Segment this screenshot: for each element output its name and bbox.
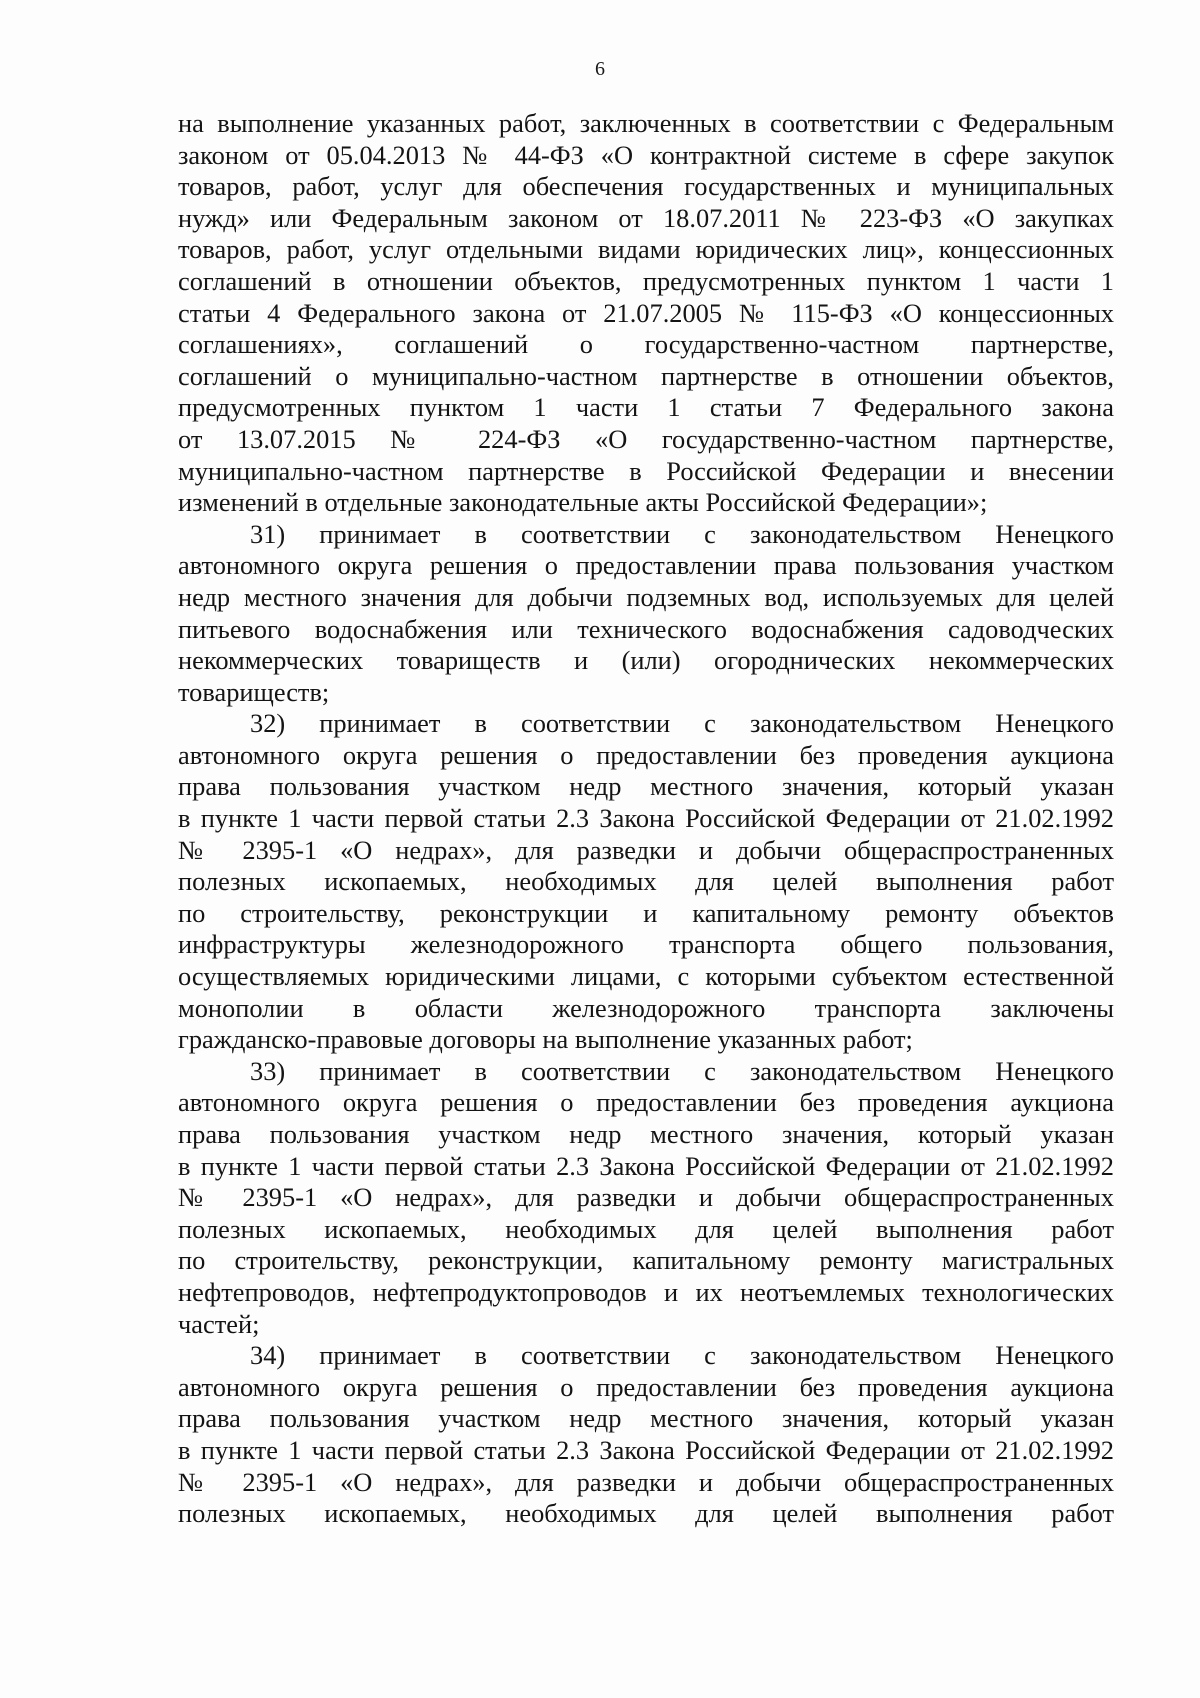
text-line: права пользования участком недр местного значения, который указан	[178, 1119, 1114, 1149]
text-line: 32) принимает в соответствии с законодательством Ненецкого	[250, 708, 1114, 739]
text-line: изменений в отдельные законодательные акты Российской Федерации»;	[178, 487, 988, 518]
text-line: предусмотренных пунктом 1 части 1 статьи 7 Федерального закона	[178, 392, 1114, 423]
text-line: осуществляемых юридическими лицами, с которыми субъектом естественной	[178, 961, 1114, 992]
text-line: по строительству, реконструкции, капитальному ремонту магистральных	[178, 1245, 1114, 1276]
text-line: полезных ископаемых, необходимых для целей выполнения работ	[178, 866, 1114, 897]
text-line: от 13.07.2015 № 224-ФЗ «О государственно-частном партнерстве,	[178, 423, 1114, 454]
text-line: на выполнение указанных работ, заключенных в соответствии с Федеральным	[178, 108, 1114, 138]
text-line: недр местного значения для добычи подземных вод, используемых для целей	[178, 581, 1114, 612]
text-line: права пользования участком недр местного значения, который указан	[178, 771, 1114, 802]
text-line: полезных ископаемых, необходимых для целей выполнения работ	[178, 1498, 1114, 1529]
text-line: автономного округа решения о предоставлении без проведения аукциона	[178, 1371, 1114, 1402]
text-line: № 2395-1 «О недрах», для разведки и добычи общераспространенных	[178, 1466, 1114, 1497]
paragraph-continuation	[178, 108, 1114, 519]
paragraph-item-31	[178, 519, 1114, 709]
paragraph-item-33	[178, 1056, 1114, 1340]
text-line: № 2395-1 «О недрах», для разведки и добычи общераспространенных	[178, 834, 1114, 865]
text-line: автономного округа решения о предоставлении права пользования участком	[178, 550, 1114, 581]
text-line: законом от 05.04.2013 № 44-ФЗ «О контрактной системе в сфере закупок	[178, 139, 1114, 170]
text-line: в пункте 1 части первой статьи 2.3 Закона Российской Федерации от 21.02.1992	[178, 1434, 1114, 1465]
text-line: 31) принимает в соответствии с законодательством Ненецкого	[250, 518, 1114, 549]
text-line: нефтепроводов, нефтепродуктопроводов и их неотъемлемых технологических	[178, 1276, 1114, 1307]
text-line: некоммерческих товариществ и (или) огороднических некоммерческих	[178, 645, 1114, 676]
text-line: нужд» или Федеральным законом от 18.07.2011 № 223-ФЗ «О закупках	[178, 202, 1114, 233]
text-line: товаров, работ, услуг для обеспечения государственных и муниципальных	[178, 171, 1114, 202]
text-line: соглашениях», соглашений о государственно-частном партнерстве,	[178, 329, 1114, 360]
text-line: питьевого водоснабжения или технического водоснабжения садоводческих	[178, 613, 1114, 644]
text-line: монополии в области железнодорожного транспорта заключены	[178, 992, 1114, 1023]
text-line: соглашений о муниципально-частном партнерстве в отношении объектов,	[178, 360, 1114, 391]
text-line: в пункте 1 части первой статьи 2.3 Закона Российской Федерации от 21.02.1992	[178, 1150, 1114, 1181]
text-line: автономного округа решения о предоставлении без проведения аукциона	[178, 1087, 1114, 1118]
text-line: по строительству, реконструкции и капитальному ремонту объектов	[178, 897, 1114, 928]
text-line: инфраструктуры железнодорожного транспорта общего пользования,	[178, 929, 1114, 960]
text-line: гражданско-правовые договоры на выполнение указанных работ;	[178, 1024, 913, 1055]
text-line: права пользования участком недр местного значения, который указан	[178, 1403, 1114, 1434]
text-line: автономного округа решения о предоставлении без проведения аукциона	[178, 739, 1114, 770]
text-line: статьи 4 Федерального закона от 21.07.2005 № 115-ФЗ «О концессионных	[178, 297, 1114, 328]
text-line: полезных ископаемых, необходимых для целей выполнения работ	[178, 1213, 1114, 1244]
text-line: в пункте 1 части первой статьи 2.3 Закона Российской Федерации от 21.02.1992	[178, 803, 1114, 834]
text-line: 34) принимает в соответствии с законодательством Ненецкого	[250, 1340, 1114, 1371]
paragraph-item-32	[178, 708, 1114, 1056]
text-line: 33) принимает в соответствии с законодательством Ненецкого	[250, 1055, 1114, 1086]
text-line: частей;	[178, 1308, 260, 1339]
text-line: товаров, работ, услуг отдельными видами юридических лиц», концессионных	[178, 234, 1114, 265]
paragraph-item-34	[178, 1340, 1114, 1530]
text-line: соглашений в отношении объектов, предусмотренных пунктом 1 части 1	[178, 265, 1114, 296]
text-line: товариществ;	[178, 676, 330, 707]
document-body	[178, 108, 1114, 1530]
text-line: муниципально-частном партнерстве в Российской Федерации и внесении	[178, 455, 1114, 486]
text-line: № 2395-1 «О недрах», для разведки и добычи общераспространенных	[178, 1182, 1114, 1213]
page-number: 6	[595, 58, 605, 80]
